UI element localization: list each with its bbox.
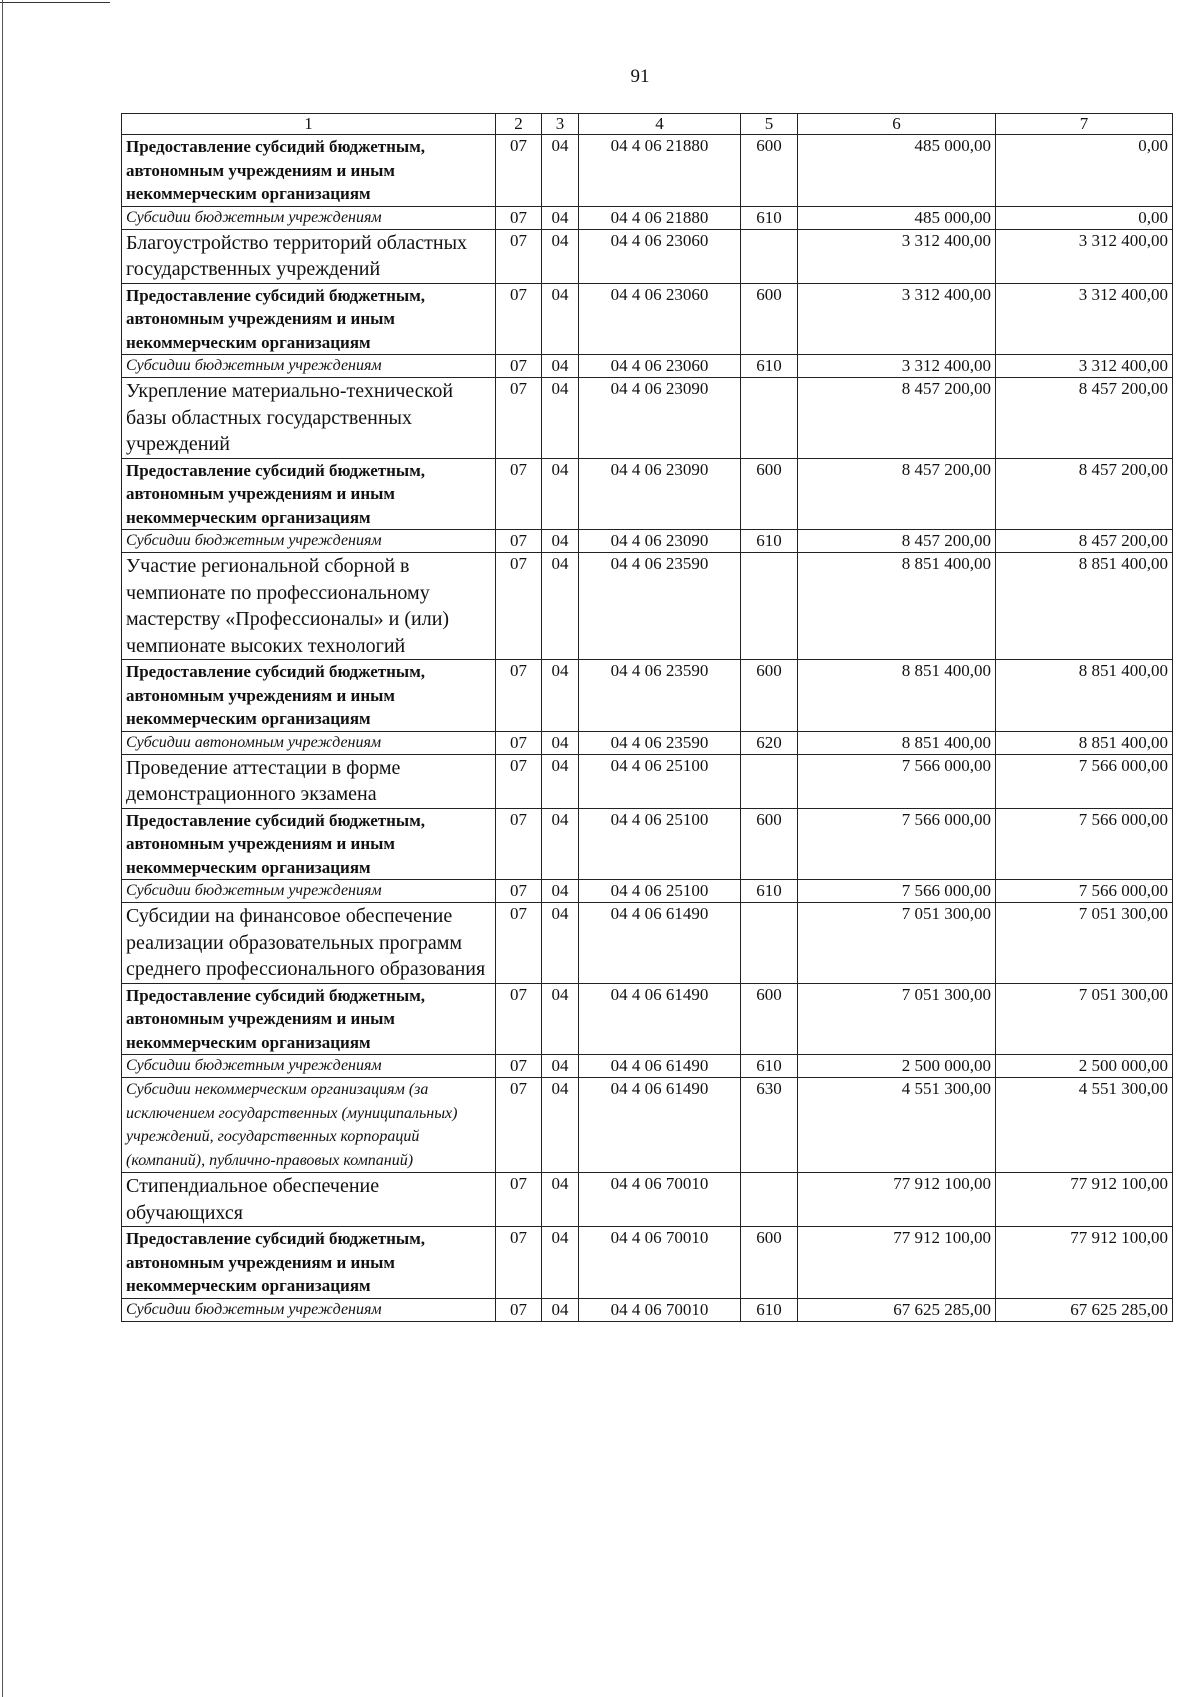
expense-type-code: 610	[741, 355, 798, 378]
section-code: 07	[496, 283, 542, 355]
target-article-code: 04 4 06 21880	[579, 135, 741, 207]
expense-type-code: 600	[741, 983, 798, 1055]
section-code: 07	[496, 1298, 542, 1321]
line-item-name: Предоставление субсидий бюджетным, автономным учреждениям и иным некоммерческим организациям	[122, 1227, 496, 1299]
col-header-4: 4	[579, 114, 741, 135]
expense-type-code	[741, 229, 798, 283]
line-item-name: Субсидии бюджетным учреждениям	[122, 1055, 496, 1078]
subsection-code: 04	[542, 983, 579, 1055]
expense-type-code: 600	[741, 458, 798, 530]
section-code: 07	[496, 1078, 542, 1173]
line-item-name: Стипендиальное обеспечение обучающихся	[122, 1173, 496, 1227]
target-article-code: 04 4 06 61490	[579, 1078, 741, 1173]
amount-year-2: 0,00	[996, 135, 1173, 207]
amount-year-2: 8 851 400,00	[996, 660, 1173, 732]
amount-year-1: 4 551 300,00	[798, 1078, 996, 1173]
subsection-code: 04	[542, 283, 579, 355]
line-item-name: Предоставление субсидий бюджетным, автономным учреждениям и иным некоммерческим организациям	[122, 660, 496, 732]
table-row	[122, 754, 1173, 808]
subsection-code: 04	[542, 1298, 579, 1321]
table-row	[122, 553, 1173, 660]
expense-type-code: 610	[741, 1055, 798, 1078]
table-row	[122, 378, 1173, 459]
target-article-code: 04 4 06 23060	[579, 229, 741, 283]
table-row	[122, 903, 1173, 984]
col-header-5: 5	[741, 114, 798, 135]
amount-year-1: 3 312 400,00	[798, 229, 996, 283]
target-article-code: 04 4 06 23060	[579, 283, 741, 355]
line-item-name: Предоставление субсидий бюджетным, автономным учреждениям и иным некоммерческим организациям	[122, 458, 496, 530]
table-row	[122, 808, 1173, 880]
section-code: 07	[496, 731, 542, 754]
target-article-code: 04 4 06 21880	[579, 206, 741, 229]
expense-type-code: 600	[741, 808, 798, 880]
line-item-name: Предоставление субсидий бюджетным, автономным учреждениям и иным некоммерческим организациям	[122, 983, 496, 1055]
subsection-code: 04	[542, 355, 579, 378]
amount-year-2: 7 566 000,00	[996, 880, 1173, 903]
amount-year-2: 0,00	[996, 206, 1173, 229]
subsection-code: 04	[542, 458, 579, 530]
expense-type-code: 600	[741, 283, 798, 355]
target-article-code: 04 4 06 25100	[579, 880, 741, 903]
section-code: 07	[496, 206, 542, 229]
expense-type-code: 610	[741, 206, 798, 229]
amount-year-2: 4 551 300,00	[996, 1078, 1173, 1173]
section-code: 07	[496, 903, 542, 984]
amount-year-2: 67 625 285,00	[996, 1298, 1173, 1321]
target-article-code: 04 4 06 70010	[579, 1227, 741, 1299]
table-row	[122, 283, 1173, 355]
expense-type-code: 600	[741, 660, 798, 732]
line-item-name: Субсидии бюджетным учреждениям	[122, 206, 496, 229]
subsection-code: 04	[542, 378, 579, 459]
amount-year-1: 7 051 300,00	[798, 983, 996, 1055]
section-code: 07	[496, 1173, 542, 1227]
scan-edge-left	[2, 0, 3, 1697]
target-article-code: 04 4 06 70010	[579, 1298, 741, 1321]
table-row	[122, 1078, 1173, 1173]
line-item-name: Субсидии бюджетным учреждениям	[122, 355, 496, 378]
line-item-name: Предоставление субсидий бюджетным, автономным учреждениям и иным некоммерческим организациям	[122, 283, 496, 355]
target-article-code: 04 4 06 25100	[579, 754, 741, 808]
section-code: 07	[496, 229, 542, 283]
expense-type-code: 630	[741, 1078, 798, 1173]
col-header-2: 2	[496, 114, 542, 135]
target-article-code: 04 4 06 23090	[579, 530, 741, 553]
subsection-code: 04	[542, 135, 579, 207]
col-header-6: 6	[798, 114, 996, 135]
target-article-code: 04 4 06 23590	[579, 660, 741, 732]
line-item-name: Укрепление материально-технической базы областных государственных учреждений	[122, 378, 496, 459]
amount-year-2: 77 912 100,00	[996, 1173, 1173, 1227]
expense-type-code	[741, 1173, 798, 1227]
amount-year-1: 8 851 400,00	[798, 660, 996, 732]
table-row	[122, 1227, 1173, 1299]
expense-type-code	[741, 754, 798, 808]
section-code: 07	[496, 880, 542, 903]
subsection-code: 04	[542, 1227, 579, 1299]
line-item-name: Участие региональной сборной в чемпионате по профессиональному мастерству «Профессионалы» и (или) чемпионате высоких технологий	[122, 553, 496, 660]
line-item-name: Субсидии бюджетным учреждениям	[122, 880, 496, 903]
amount-year-2: 8 851 400,00	[996, 553, 1173, 660]
subsection-code: 04	[542, 1078, 579, 1173]
amount-year-1: 67 625 285,00	[798, 1298, 996, 1321]
budget-table	[121, 113, 1173, 1322]
amount-year-1: 8 457 200,00	[798, 458, 996, 530]
section-code: 07	[496, 355, 542, 378]
line-item-name: Предоставление субсидий бюджетным, автономным учреждениям и иным некоммерческим организациям	[122, 808, 496, 880]
table-row	[122, 983, 1173, 1055]
amount-year-2: 8 457 200,00	[996, 458, 1173, 530]
subsection-code: 04	[542, 903, 579, 984]
target-article-code: 04 4 06 61490	[579, 1055, 741, 1078]
amount-year-2: 2 500 000,00	[996, 1055, 1173, 1078]
target-article-code: 04 4 06 23590	[579, 553, 741, 660]
scan-edge-top	[0, 2, 110, 3]
expense-type-code	[741, 903, 798, 984]
amount-year-1: 8 851 400,00	[798, 553, 996, 660]
amount-year-2: 7 051 300,00	[996, 983, 1173, 1055]
amount-year-1: 7 566 000,00	[798, 880, 996, 903]
amount-year-1: 3 312 400,00	[798, 283, 996, 355]
section-code: 07	[496, 530, 542, 553]
line-item-name: Благоустройство территорий областных государственных учреждений	[122, 229, 496, 283]
table-body	[122, 135, 1173, 1322]
col-header-3: 3	[542, 114, 579, 135]
expense-type-code: 600	[741, 1227, 798, 1299]
line-item-name: Проведение аттестации в форме демонстрационного экзамена	[122, 754, 496, 808]
amount-year-2: 8 457 200,00	[996, 378, 1173, 459]
target-article-code: 04 4 06 70010	[579, 1173, 741, 1227]
target-article-code: 04 4 06 61490	[579, 903, 741, 984]
section-code: 07	[496, 1227, 542, 1299]
expense-type-code	[741, 378, 798, 459]
expense-type-code: 610	[741, 1298, 798, 1321]
line-item-name: Субсидии некоммерческим организациям (за исключением государственных (муниципальных) учреждений, государственных корпораций (компаний), публично-правовых компаний)	[122, 1078, 496, 1173]
subsection-code: 04	[542, 1173, 579, 1227]
table-row	[122, 880, 1173, 903]
line-item-name: Субсидии бюджетным учреждениям	[122, 1298, 496, 1321]
section-code: 07	[496, 135, 542, 207]
amount-year-2: 8 457 200,00	[996, 530, 1173, 553]
table-row	[122, 530, 1173, 553]
expense-type-code: 620	[741, 731, 798, 754]
page-number: 91	[630, 66, 650, 87]
subsection-code: 04	[542, 229, 579, 283]
line-item-name: Субсидии бюджетным учреждениям	[122, 530, 496, 553]
amount-year-2: 7 566 000,00	[996, 808, 1173, 880]
amount-year-1: 7 566 000,00	[798, 754, 996, 808]
table-row	[122, 206, 1173, 229]
amount-year-2: 3 312 400,00	[996, 355, 1173, 378]
amount-year-1: 77 912 100,00	[798, 1173, 996, 1227]
amount-year-1: 8 457 200,00	[798, 378, 996, 459]
col-header-1: 1	[122, 114, 496, 135]
line-item-name: Предоставление субсидий бюджетным, автономным учреждениям и иным некоммерческим организациям	[122, 135, 496, 207]
section-code: 07	[496, 553, 542, 660]
table-row	[122, 458, 1173, 530]
target-article-code: 04 4 06 23060	[579, 355, 741, 378]
amount-year-1: 77 912 100,00	[798, 1227, 996, 1299]
line-item-name: Субсидии автономным учреждениям	[122, 731, 496, 754]
amount-year-1: 8 457 200,00	[798, 530, 996, 553]
subsection-code: 04	[542, 553, 579, 660]
target-article-code: 04 4 06 23090	[579, 458, 741, 530]
amount-year-2: 3 312 400,00	[996, 229, 1173, 283]
subsection-code: 04	[542, 1055, 579, 1078]
table-row	[122, 355, 1173, 378]
amount-year-1: 3 312 400,00	[798, 355, 996, 378]
target-article-code: 04 4 06 23590	[579, 731, 741, 754]
amount-year-1: 2 500 000,00	[798, 1055, 996, 1078]
table-row	[122, 731, 1173, 754]
header-row	[122, 114, 1173, 135]
amount-year-1: 7 566 000,00	[798, 808, 996, 880]
amount-year-1: 7 051 300,00	[798, 903, 996, 984]
col-header-7: 7	[996, 114, 1173, 135]
amount-year-1: 485 000,00	[798, 135, 996, 207]
target-article-code: 04 4 06 61490	[579, 983, 741, 1055]
table-row	[122, 229, 1173, 283]
line-item-name: Субсидии на финансовое обеспечение реализации образовательных программ среднего профессионального образования	[122, 903, 496, 984]
amount-year-2: 7 051 300,00	[996, 903, 1173, 984]
section-code: 07	[496, 660, 542, 732]
section-code: 07	[496, 808, 542, 880]
expense-type-code: 610	[741, 880, 798, 903]
subsection-code: 04	[542, 880, 579, 903]
target-article-code: 04 4 06 25100	[579, 808, 741, 880]
amount-year-1: 485 000,00	[798, 206, 996, 229]
section-code: 07	[496, 754, 542, 808]
expense-type-code	[741, 553, 798, 660]
expense-type-code: 600	[741, 135, 798, 207]
amount-year-2: 8 851 400,00	[996, 731, 1173, 754]
amount-year-2: 3 312 400,00	[996, 283, 1173, 355]
table-row	[122, 135, 1173, 207]
subsection-code: 04	[542, 660, 579, 732]
subsection-code: 04	[542, 754, 579, 808]
section-code: 07	[496, 1055, 542, 1078]
subsection-code: 04	[542, 206, 579, 229]
table-row	[122, 1055, 1173, 1078]
section-code: 07	[496, 458, 542, 530]
table-row	[122, 1173, 1173, 1227]
amount-year-2: 77 912 100,00	[996, 1227, 1173, 1299]
amount-year-1: 8 851 400,00	[798, 731, 996, 754]
table-row	[122, 1298, 1173, 1321]
subsection-code: 04	[542, 731, 579, 754]
subsection-code: 04	[542, 530, 579, 553]
section-code: 07	[496, 983, 542, 1055]
expense-type-code: 610	[741, 530, 798, 553]
amount-year-2: 7 566 000,00	[996, 754, 1173, 808]
section-code: 07	[496, 378, 542, 459]
subsection-code: 04	[542, 808, 579, 880]
table-row	[122, 660, 1173, 732]
target-article-code: 04 4 06 23090	[579, 378, 741, 459]
